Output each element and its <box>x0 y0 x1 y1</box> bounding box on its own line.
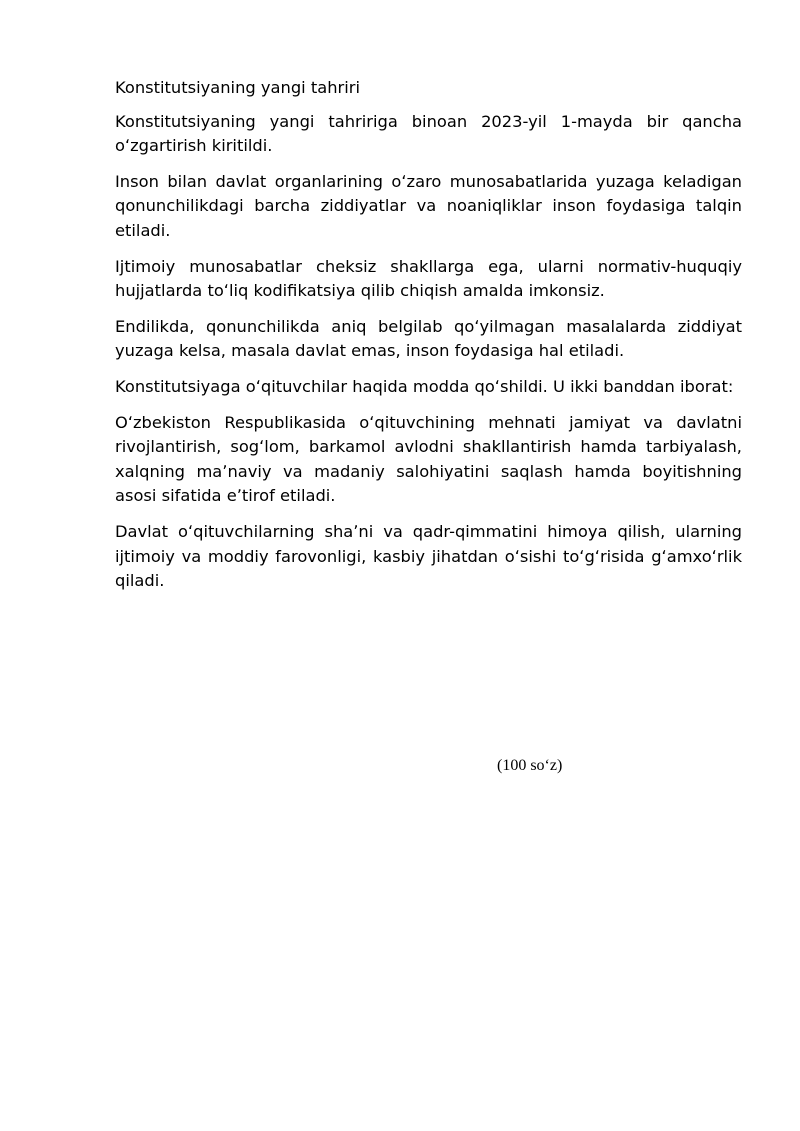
document-title: Konstitutsiyaning yangi tahriri <box>115 78 360 97</box>
word-count-note: (100 so‘z) <box>497 757 563 774</box>
paragraph-3: Ijtimoiy munosabatlar cheksiz shakllarga ega, ularni normativ-huquqiy hujjatlarda toʻliq kodifikatsiya qilib chiqish amalda imkonsiz. <box>115 256 742 301</box>
paragraph-5: Konstitutsiyaga oʻqituvchilar haqida modda qoʻshildi. U ikki banddan iborat: <box>115 376 734 396</box>
document-body <box>115 76 742 605</box>
paragraph-7: Davlat oʻqituvchilarning shaʼni va qadr-qimmatini himoya qilish, ularning ijtimoiy va moddiy farovonligi, kasbiy jihatdan oʻsishi toʻgʻrisida gʻamxoʻrlik qiladi. <box>115 521 742 591</box>
paragraph-4: Endilikda, qonunchilikda aniq belgilab qoʻyilmagan masalalarda ziddiyat yuzaga kelsa, masala davlat emas, inson foydasiga hal etiladi. <box>115 316 742 361</box>
paragraph-6: Oʻzbekiston Respublikasida oʻqituvchining mehnati jamiyat va davlatni rivojlantirish, sogʻlom, barkamol avlodni shakllantirish hamda tarbiyalash, xalqning maʼnaviy va madaniy salohiyatini saqlash hamda boyitishning asosi sifatida eʼtirof etiladi. <box>115 412 742 506</box>
paragraph-2: Inson bilan davlat organlarining oʻzaro munosabatlarida yuzaga keladigan qonunchilikdagi barcha ziddiyatlar va noaniqliklar inson foydasiga talqin etiladi. <box>115 171 742 240</box>
paragraph-1: Konstitutsiyaning yangi tahririga binoan 2023-yil 1-mayda bir qancha oʻzgartirish kiritildi. <box>115 111 742 156</box>
